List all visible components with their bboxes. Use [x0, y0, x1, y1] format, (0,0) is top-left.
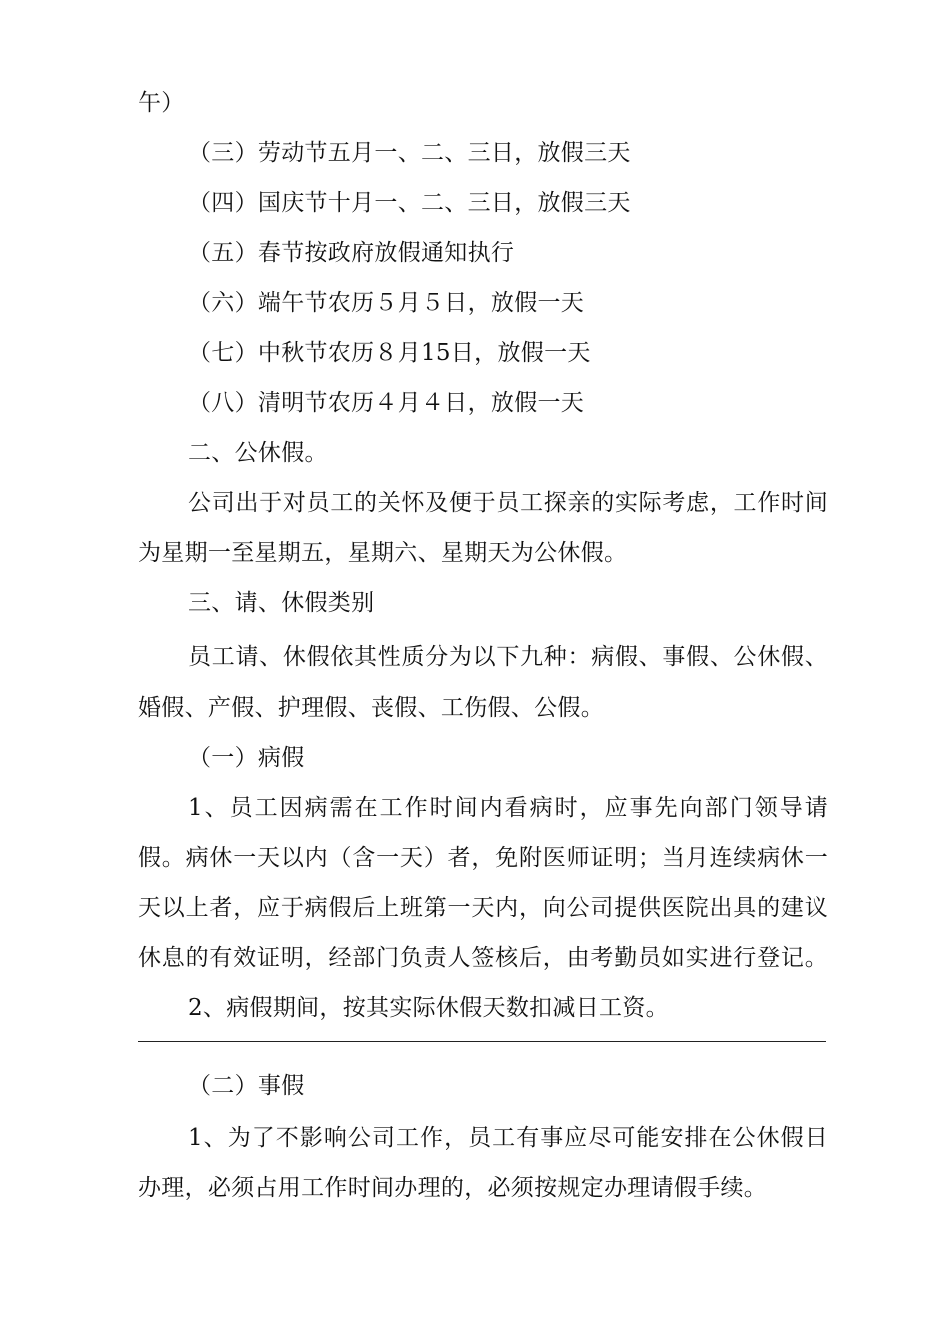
- holiday-mid-autumn: （七）中秋节农历８月15日，放假一天: [188, 340, 591, 366]
- page-divider: [138, 1041, 826, 1042]
- paragraph-line: 为星期一至星期五，星期六、星期天为公休假。: [138, 540, 628, 566]
- section-heading-rest-days: 二、公休假。: [188, 440, 328, 466]
- paragraph-line: 婚假、产假、护理假、丧假、工伤假、公假。: [138, 695, 604, 721]
- paragraph-line: 休息的有效证明，经部门负责人签核后，由考勤员如实进行登记。: [138, 945, 828, 971]
- paragraph-line: 假。病休一天以内（含一天）者，免附医师证明；当月连续病休一: [138, 845, 828, 871]
- paragraph-line: 公司出于对员工的关怀及便于员工探亲的实际考虑，工作时间: [188, 490, 828, 516]
- holiday-dragon-boat: （六）端午节农历５月５日，放假一天: [188, 290, 585, 316]
- paragraph-line: 1、为了不影响公司工作，员工有事应尽可能安排在公休假日: [188, 1125, 828, 1151]
- text-line: 午）: [138, 90, 185, 116]
- holiday-spring-festival: （五）春节按政府放假通知执行: [188, 240, 515, 266]
- section-heading-leave-types: 三、请、休假类别: [188, 590, 375, 616]
- paragraph-line: 2、病假期间，按其实际休假天数扣减日工资。: [188, 995, 669, 1021]
- paragraph-line: 天以上者，应于病假后上班第一天内，向公司提供医院出具的建议: [138, 895, 828, 921]
- paragraph-line: 员工请、休假依其性质分为以下九种：病假、事假、公休假、: [188, 644, 828, 670]
- paragraph-line: 办理，必须占用工作时间办理的，必须按规定办理请假手续。: [138, 1175, 768, 1201]
- subsection-heading-personal-leave: （二）事假: [188, 1073, 305, 1099]
- subsection-heading-sick-leave: （一）病假: [188, 745, 305, 771]
- holiday-qingming: （八）清明节农历４月４日，放假一天: [188, 390, 585, 416]
- paragraph-line: 1、员工因病需在工作时间内看病时，应事先向部门领导请: [188, 795, 828, 821]
- holiday-labor-day: （三）劳动节五月一、二、三日，放假三天: [188, 140, 631, 166]
- holiday-national-day: （四）国庆节十月一、二、三日，放假三天: [188, 190, 631, 216]
